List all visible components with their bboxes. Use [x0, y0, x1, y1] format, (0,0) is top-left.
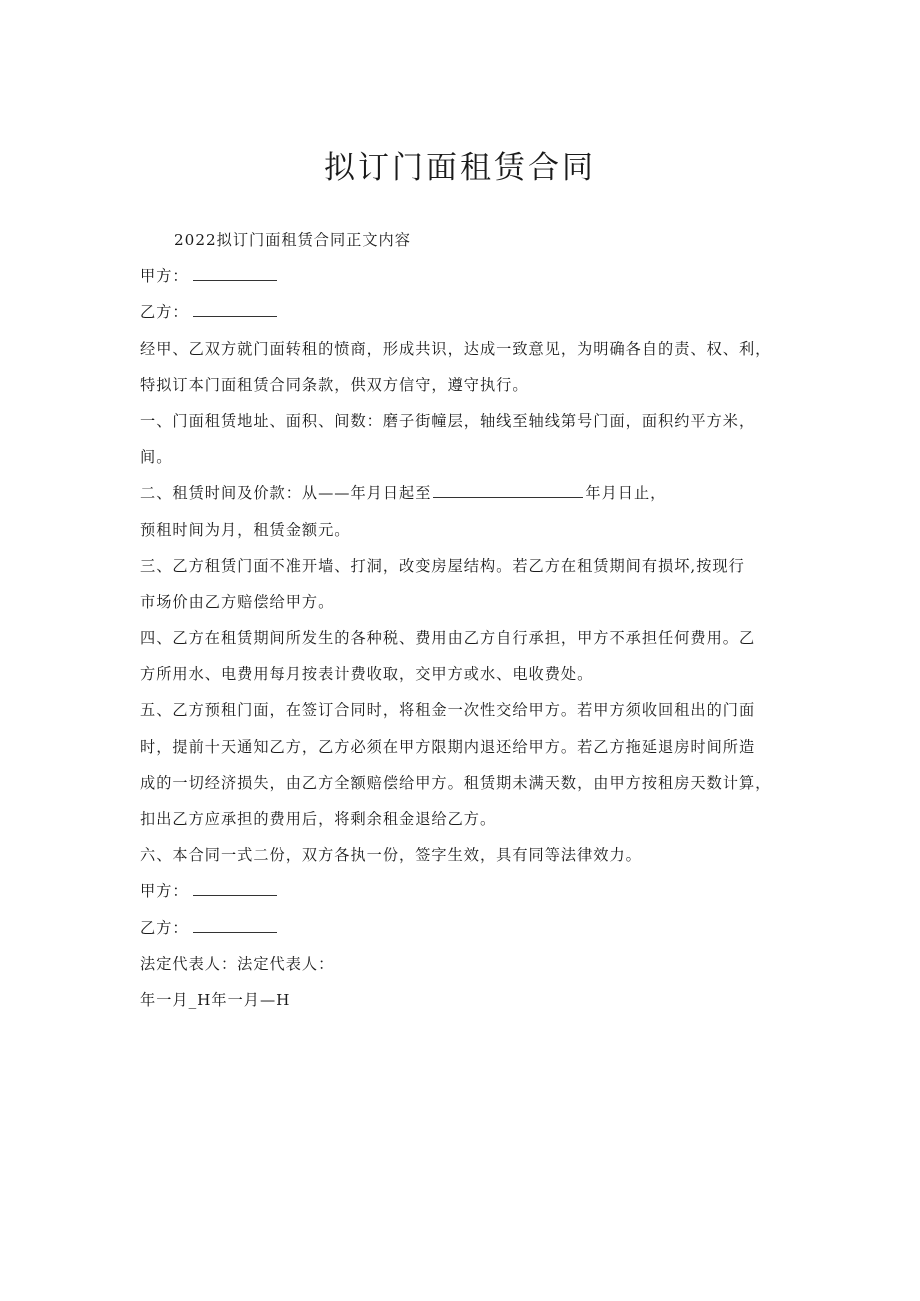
document-subtitle: 2022拟订门面租赁合同正文内容 [174, 231, 411, 249]
party-b-blank [193, 298, 277, 317]
clause-2-line-2: 预租时间为月，租赁金额元。 [140, 520, 351, 539]
sign-party-b-label: 乙方： [140, 918, 189, 937]
clause-3-line-2: 市场价由乙方赔偿给甲方。 [140, 592, 335, 611]
date-line: 年一月_H年一月—H [140, 990, 291, 1009]
party-a-blank [193, 262, 277, 281]
clause-5-line-1: 五、乙方预租门面，在签订合同时，将租金一次性交给甲方。若甲方须收回租出的门面 [140, 701, 756, 720]
clause-3-line-1: 三、乙方租赁门面不准开墙、打洞，改变房屋结构。若乙方在租赁期间有损坏,按现行 [140, 556, 745, 575]
party-b-label: 乙方： [140, 303, 189, 322]
clause-5-line-3: 成的一切经济损失，由乙方全额赔偿给甲方。租赁期未满天数，由甲方按租房天数计算， [140, 773, 772, 792]
party-b-line [140, 294, 790, 330]
clause-5-line-4: 扣出乙方应承担的费用后，将剩余租金退给乙方。 [140, 810, 497, 828]
sign-party-a-label: 甲方： [140, 882, 189, 901]
clause-4-line-2: 方所用水、电费用每月按表计费收取，交甲方或水、电收费处。 [140, 665, 594, 684]
party-a-label: 甲方： [140, 267, 189, 286]
sign-party-a-line [140, 873, 790, 909]
clause-2-suffix: 年月日止， [585, 484, 667, 503]
clause-1-line-1: 一、门面租赁地址、面积、间数：磨子街幢层，轴线至轴线第号门面，面积约平方米， [140, 411, 756, 430]
clause-6-line-1: 六、本合同一式二份，双方各执一份，签字生效，具有同等法律效力。 [140, 846, 642, 865]
intro-line-2: 特拟订本门面租赁合同条款，供双方信守，遵守执行。 [140, 375, 529, 394]
legal-rep-line: 法定代表人：法定代表人： [140, 954, 335, 973]
clause-2-prefix: 二、租赁时间及价款：从——年月日起至 [140, 484, 432, 503]
intro-line-1: 经甲、乙双方就门面转租的愤商，形成共识，达成一致意见，为明确各自的责、权、利， [140, 339, 772, 358]
party-a-line [140, 258, 790, 294]
sign-party-b-line [140, 910, 790, 946]
clause-4-line-1: 四、乙方在租赁期间所发生的各种税、费用由乙方自行承担，甲方不承担任何费用。乙 [140, 629, 756, 648]
sign-party-a-blank [193, 877, 277, 896]
clause-2-line-1 [140, 475, 790, 511]
document-body [140, 222, 790, 1018]
clause-5-line-2: 时，提前十天通知乙方，乙方必须在甲方限期内退还给甲方。若乙方拖延退房时间所造 [140, 737, 756, 756]
clause-2-blank [433, 479, 583, 498]
clause-1-line-2: 间。 [140, 448, 173, 467]
sign-party-b-blank [193, 914, 277, 933]
document-title: 拟订门面租赁合同 [324, 150, 596, 186]
